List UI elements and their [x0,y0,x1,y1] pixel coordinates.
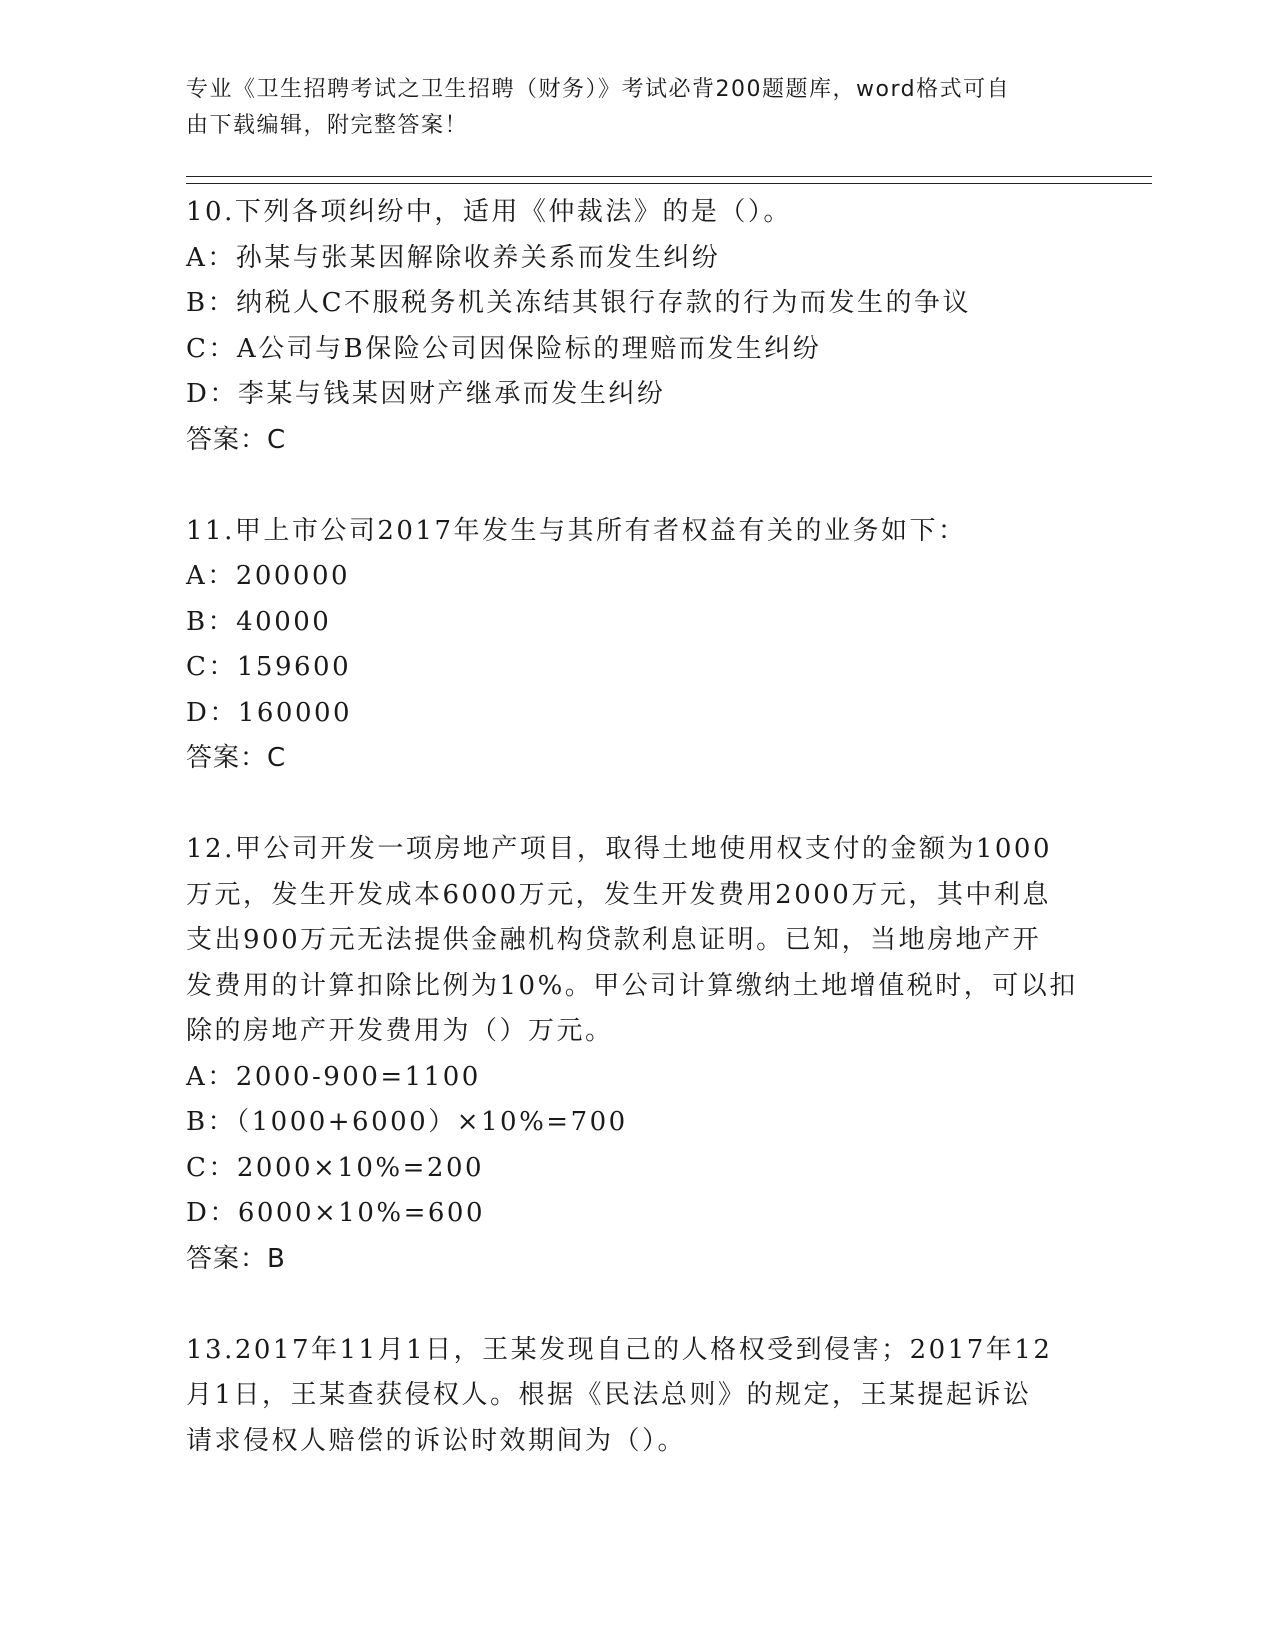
document-header [186,72,1086,144]
option-a: A：2000-900=1100 [186,1061,481,1092]
question-block [186,827,1086,1282]
option-c: C：2000×10%=200 [186,1152,485,1183]
answer-line: 答案：B [186,1243,286,1274]
question-stem-line: 发费用的计算扣除比例为10%。甲公司计算缴纳土地增值税时，可以扣 [186,970,1078,1001]
option-d: D：6000×10%=600 [186,1198,485,1228]
option-d: D：160000 [186,697,353,728]
option-b: B：40000 [186,606,332,637]
question-stem-line: 请求侵权人赔偿的诉讼时效期间为（）。 [186,1425,687,1456]
option-a: A：200000 [186,561,351,591]
question-block [186,190,1086,463]
option-d: D：李某与钱某因财产继承而发生纠纷 [186,379,666,409]
option-a: A：孙某与张某因解除收养关系而发生纠纷 [186,242,721,273]
question-stem-line: 11.甲上市公司2017年发生与其所有者权益有关的业务如下： [186,515,967,546]
answer-line: 答案：C [186,424,287,455]
header-line-2: 由下载编辑，附完整答案！ [186,113,469,138]
question-stem-line: 除的房地产开发费用为（）万元。 [186,1016,614,1046]
option-c: C：159600 [186,652,352,682]
question-spacer [186,463,1086,509]
header-divider-top [186,176,1152,177]
question-stem-line: 支出900万元无法提供金融机构贷款利息证明。已知，当地房地产开 [186,925,1042,955]
question-block [186,1328,1086,1465]
option-b: B：纳税人C不服税务机关冻结其银行存款的行为而发生的争议 [186,288,972,318]
question-stem-line: 13.2017年11月1日，王某发现自己的人格权受到侵害；2017年12 [186,1334,1053,1365]
question-stem-line: 10.下列各项纠纷中，适用《仲裁法》的是（）。 [186,197,792,227]
question-stem-line: 12.甲公司开发一项房地产项目，取得土地使用权支付的金额为1000 [186,834,1053,864]
question-list [186,190,1086,1464]
header-divider-bottom [186,183,1152,184]
answer-line: 答案：C [186,743,287,773]
question-spacer [186,1282,1086,1328]
header-line-1: 专业《卫生招聘考试之卫生招聘（财务）》考试必背200题题库，word格式可自 [186,77,1011,102]
option-c: C：A公司与B保险公司因保险标的理赔而发生纠纷 [186,333,822,364]
question-spacer [186,782,1086,828]
option-b: B：（1000+6000）×10%=700 [186,1107,628,1137]
question-stem-line: 万元，发生开发成本6000万元，发生开发费用2000万元，其中利息 [186,879,1051,910]
question-block [186,509,1086,782]
question-stem-line: 月1日，王某查获侵权人。根据《民法总则》的规定，王某提起诉讼 [186,1380,1032,1410]
